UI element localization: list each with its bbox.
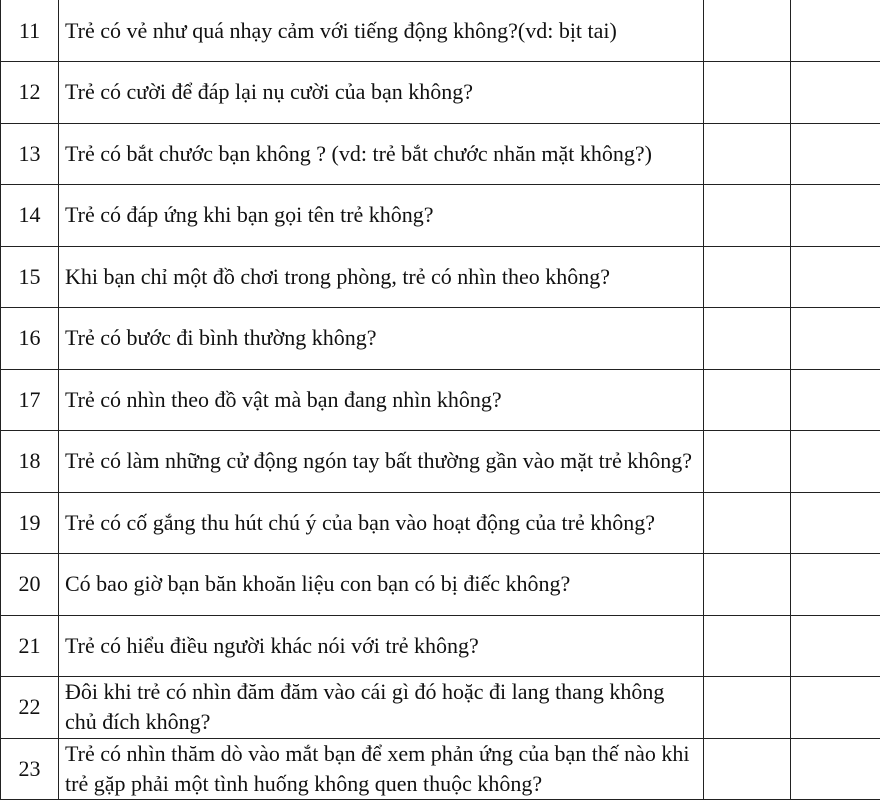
answer-cell-yes[interactable] [704,308,791,370]
answer-cell-no[interactable] [791,123,880,185]
table-row [1,431,880,493]
answer-cell-yes[interactable] [704,677,791,739]
question-text: Trẻ có đáp ứng khi bạn gọi tên trẻ không? [59,185,704,247]
question-number: 17 [1,369,59,431]
table-row [1,308,880,370]
question-text: Đôi khi trẻ có nhìn đăm đăm vào cái gì đó hoặc đi lang thang không chủ đích không? [59,677,704,739]
question-rows [1,0,880,800]
answer-cell-yes[interactable] [704,246,791,308]
answer-cell-no[interactable] [791,492,880,554]
answer-cell-yes[interactable] [704,62,791,124]
answer-cell-no[interactable] [791,554,880,616]
question-number: 13 [1,123,59,185]
answer-cell-no[interactable] [791,431,880,493]
question-text: Trẻ có bắt chước bạn không ? (vd: trẻ bắt chước nhăn mặt không?) [59,123,704,185]
question-text: Trẻ có cười để đáp lại nụ cười của bạn không? [59,62,704,124]
answer-cell-yes[interactable] [704,492,791,554]
question-text: Trẻ có nhìn thăm dò vào mắt bạn để xem phản ứng của bạn thế nào khi trẻ gặp phải một tình huống không quen thuộc không? [59,738,704,800]
question-text: Trẻ có làm những cử động ngón tay bất thường gần vào mặt trẻ không? [59,431,704,493]
table-row [1,615,880,677]
answer-cell-no[interactable] [791,615,880,677]
answer-cell-yes[interactable] [704,431,791,493]
table-row [1,0,880,62]
question-number: 12 [1,62,59,124]
answer-cell-yes[interactable] [704,0,791,62]
answer-cell-yes[interactable] [704,554,791,616]
question-text: Trẻ có bước đi bình thường không? [59,308,704,370]
table-row [1,554,880,616]
table-row [1,492,880,554]
answer-cell-no[interactable] [791,0,880,62]
answer-cell-yes[interactable] [704,123,791,185]
answer-cell-yes[interactable] [704,185,791,247]
table-row [1,123,880,185]
answer-cell-no[interactable] [791,308,880,370]
question-number: 22 [1,677,59,739]
question-number: 14 [1,185,59,247]
answer-cell-no[interactable] [791,62,880,124]
answer-cell-no[interactable] [791,246,880,308]
answer-cell-no[interactable] [791,369,880,431]
question-text: Trẻ có cố gắng thu hút chú ý của bạn vào hoạt động của trẻ không? [59,492,704,554]
question-text: Trẻ có vẻ như quá nhạy cảm với tiếng động không?(vd: bịt tai) [59,0,704,62]
question-number: 16 [1,308,59,370]
question-number: 20 [1,554,59,616]
answer-cell-yes[interactable] [704,738,791,800]
answer-cell-yes[interactable] [704,369,791,431]
question-number: 18 [1,431,59,493]
question-number: 23 [1,738,59,800]
question-number: 19 [1,492,59,554]
answer-cell-yes[interactable] [704,615,791,677]
table-row [1,185,880,247]
question-number: 21 [1,615,59,677]
table-row [1,369,880,431]
table-row [1,677,880,739]
answer-cell-no[interactable] [791,738,880,800]
question-number: 15 [1,246,59,308]
answer-cell-no[interactable] [791,677,880,739]
table-row [1,738,880,800]
question-text: Trẻ có nhìn theo đồ vật mà bạn đang nhìn không? [59,369,704,431]
question-text: Có bao giờ bạn băn khoăn liệu con bạn có bị điếc không? [59,554,704,616]
question-text: Trẻ có hiểu điều người khác nói với trẻ không? [59,615,704,677]
table-row [1,246,880,308]
question-text: Khi bạn chỉ một đồ chơi trong phòng, trẻ có nhìn theo không? [59,246,704,308]
question-number: 11 [1,0,59,62]
answer-cell-no[interactable] [791,185,880,247]
table-row [1,62,880,124]
